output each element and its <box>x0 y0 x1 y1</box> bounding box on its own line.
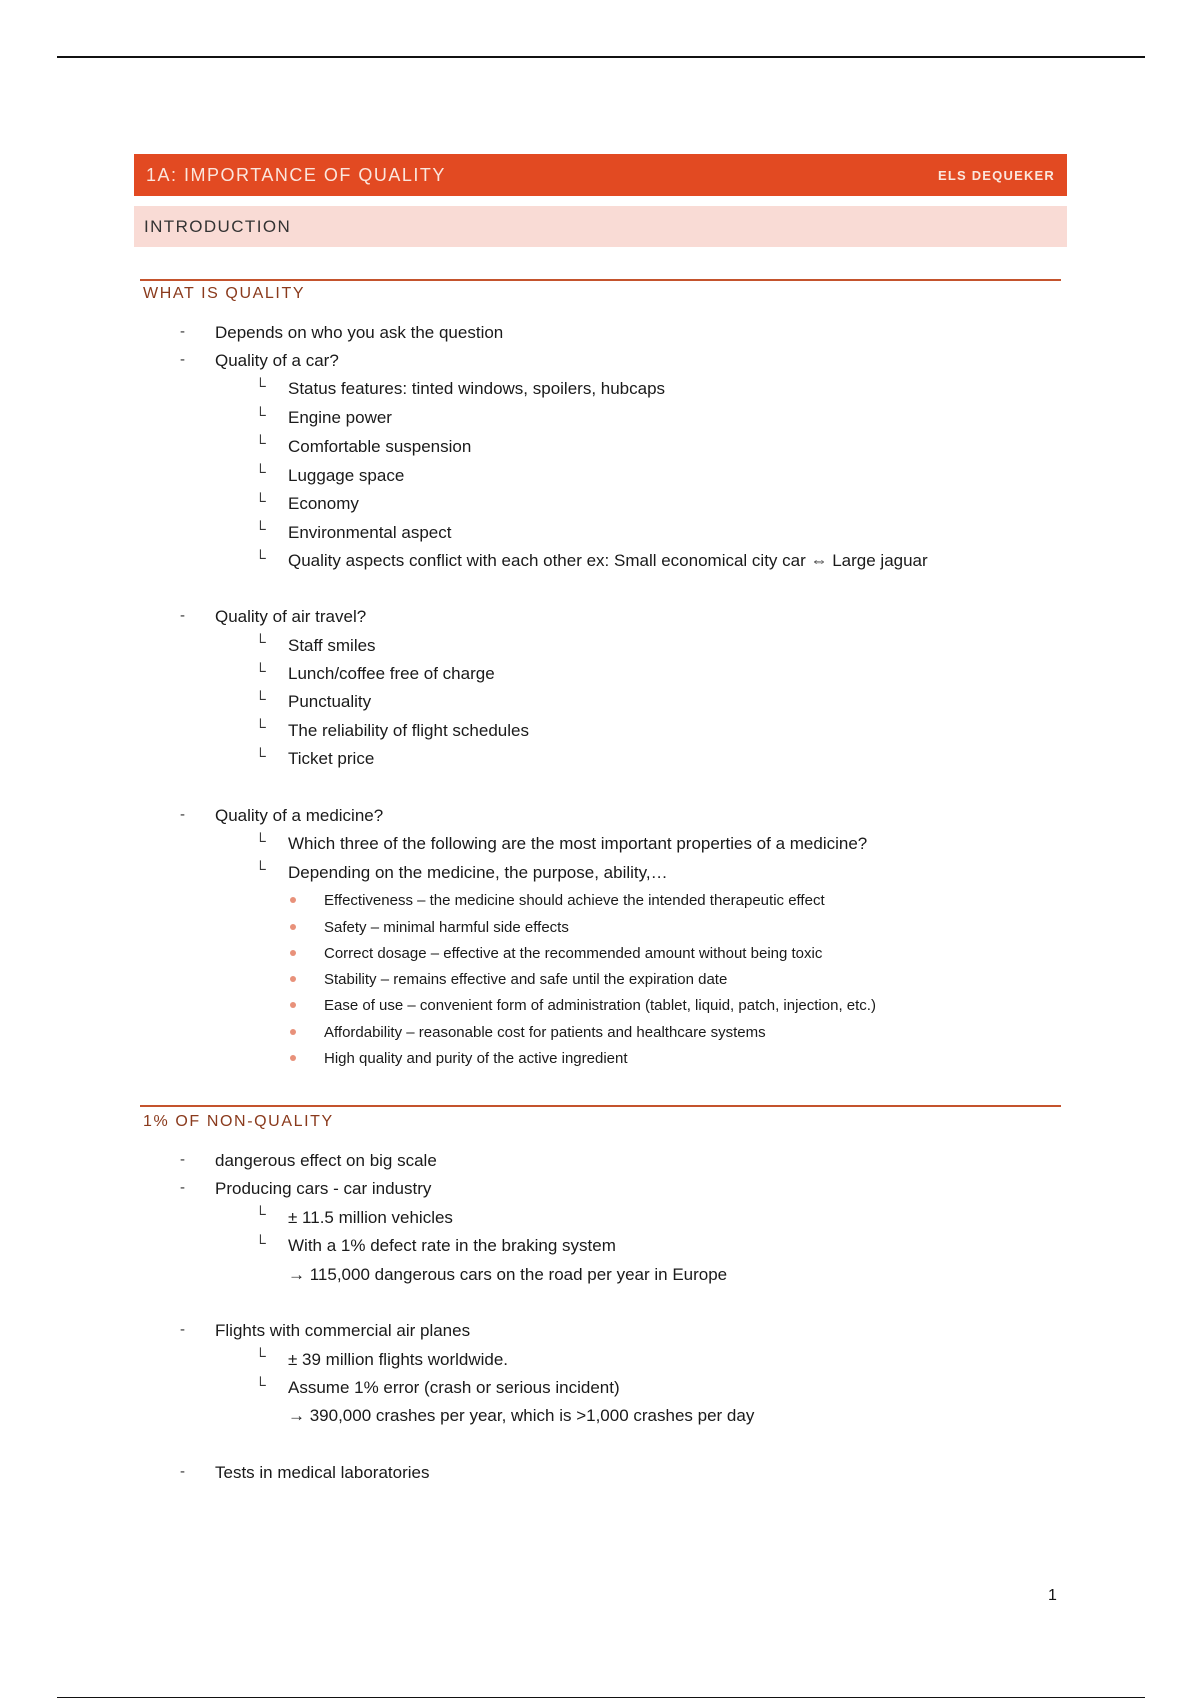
result-line: → 115,000 dangerous cars on the road per year in Europe <box>288 1265 728 1284</box>
corner-marker: └ <box>255 719 266 736</box>
corner-marker: └ <box>255 435 266 452</box>
corner-marker: └ <box>255 407 266 424</box>
corner-marker: └ <box>255 1206 266 1223</box>
sub-item: Staff smiles <box>288 636 376 655</box>
sub-item: Engine power <box>288 408 392 427</box>
sub-item: With a 1% defect rate in the braking system <box>288 1236 616 1255</box>
bullet-dot <box>290 976 296 982</box>
bullet-text: Tests in medical laboratories <box>215 1463 430 1482</box>
medicine-property: High quality and purity of the active ingredient <box>324 1050 628 1067</box>
bullet-text: Flights with commercial air planes <box>215 1321 471 1340</box>
medicine-property: Safety – minimal harmful side effects <box>324 919 569 936</box>
medicine-property: Effectiveness – the medicine should achieve the intended therapeutic effect <box>324 892 825 909</box>
sub-item: Economy <box>288 494 359 513</box>
bullet-text: Quality of a car? <box>215 351 339 370</box>
corner-marker: └ <box>255 521 266 538</box>
corner-marker: └ <box>255 493 266 510</box>
bullet-dot <box>290 950 296 956</box>
section-rule <box>140 279 1061 281</box>
corner-marker: └ <box>255 748 266 765</box>
section-rule <box>140 1105 1061 1107</box>
bullet-text: Quality of air travel? <box>215 607 367 626</box>
corner-marker: └ <box>255 550 266 567</box>
dash-marker: - <box>180 323 185 340</box>
dash-marker: - <box>180 806 185 823</box>
corner-marker: └ <box>255 691 266 708</box>
bullet-text: Depends on who you ask the question <box>215 323 504 342</box>
bullet-dot <box>290 924 296 930</box>
dash-marker: - <box>180 351 185 368</box>
medicine-property: Correct dosage – effective at the recommended amount without being toxic <box>324 945 823 962</box>
corner-marker: └ <box>255 1348 266 1365</box>
sub-item: Punctuality <box>288 692 372 711</box>
sub-item: Quality aspects conflict with each other ex: Small economical city car ⇔ Large jaguar <box>288 551 928 570</box>
bullet-dot <box>290 1029 296 1035</box>
top-rule <box>57 56 1145 58</box>
intro-heading: INTRODUCTION <box>134 206 1067 247</box>
medicine-property: Stability – remains effective and safe until the expiration date <box>324 971 728 988</box>
medicine-property: Ease of use – convenient form of administration (tablet, liquid, patch, injection, etc.) <box>324 997 876 1014</box>
sub-item: Which three of the following are the most important properties of a medicine? <box>288 834 868 853</box>
medicine-property: Affordability – reasonable cost for patients and healthcare systems <box>324 1024 766 1041</box>
corner-marker: └ <box>255 1235 266 1252</box>
bullet-dot <box>290 1055 296 1061</box>
corner-marker: └ <box>255 378 266 395</box>
corner-marker: └ <box>255 833 266 850</box>
bullet-text: dangerous effect on big scale <box>215 1151 437 1170</box>
sub-item: Environmental aspect <box>288 523 452 542</box>
bullet-text: Quality of a medicine? <box>215 806 384 825</box>
corner-marker: └ <box>255 464 266 481</box>
sub-item: Depending on the medicine, the purpose, ability,… <box>288 863 668 882</box>
dash-marker: - <box>180 1321 185 1338</box>
section-heading: 1% OF NON-QUALITY <box>143 1113 334 1130</box>
page-number: 1 <box>1048 1587 1057 1604</box>
dash-marker: - <box>180 1151 185 1168</box>
bottom-rule <box>57 1697 1145 1698</box>
dash-marker: - <box>180 607 185 624</box>
corner-marker: └ <box>255 1377 266 1394</box>
sub-item: Comfortable suspension <box>288 437 472 456</box>
sub-item: Assume 1% error (crash or serious incident) <box>288 1378 620 1397</box>
sub-item: Status features: tinted windows, spoilers, hubcaps <box>288 379 666 398</box>
chapter-title: 1A: IMPORTANCE OF QUALITY <box>146 164 446 185</box>
author-name: ELS DEQUEKER <box>938 167 1055 183</box>
sub-item: Luggage space <box>288 466 405 485</box>
sub-item: The reliability of flight schedules <box>288 721 529 740</box>
result-line: → 390,000 crashes per year, which is >1,000 crashes per day <box>288 1406 755 1425</box>
chapter-banner <box>134 154 1067 196</box>
corner-marker: └ <box>255 861 266 878</box>
dash-marker: - <box>180 1179 185 1196</box>
bullet-dot <box>290 897 296 903</box>
corner-marker: └ <box>255 663 266 680</box>
sub-item: Ticket price <box>288 749 375 768</box>
bullet-text: Producing cars - car industry <box>215 1179 432 1198</box>
sub-item: Lunch/coffee free of charge <box>288 664 495 683</box>
bullet-dot <box>290 1002 296 1008</box>
sub-item: ± 39 million flights worldwide. <box>288 1350 509 1369</box>
dash-marker: - <box>180 1463 185 1480</box>
section-heading: WHAT IS QUALITY <box>143 285 306 302</box>
corner-marker: └ <box>255 634 266 651</box>
sub-item: ± 11.5 million vehicles <box>288 1208 453 1227</box>
